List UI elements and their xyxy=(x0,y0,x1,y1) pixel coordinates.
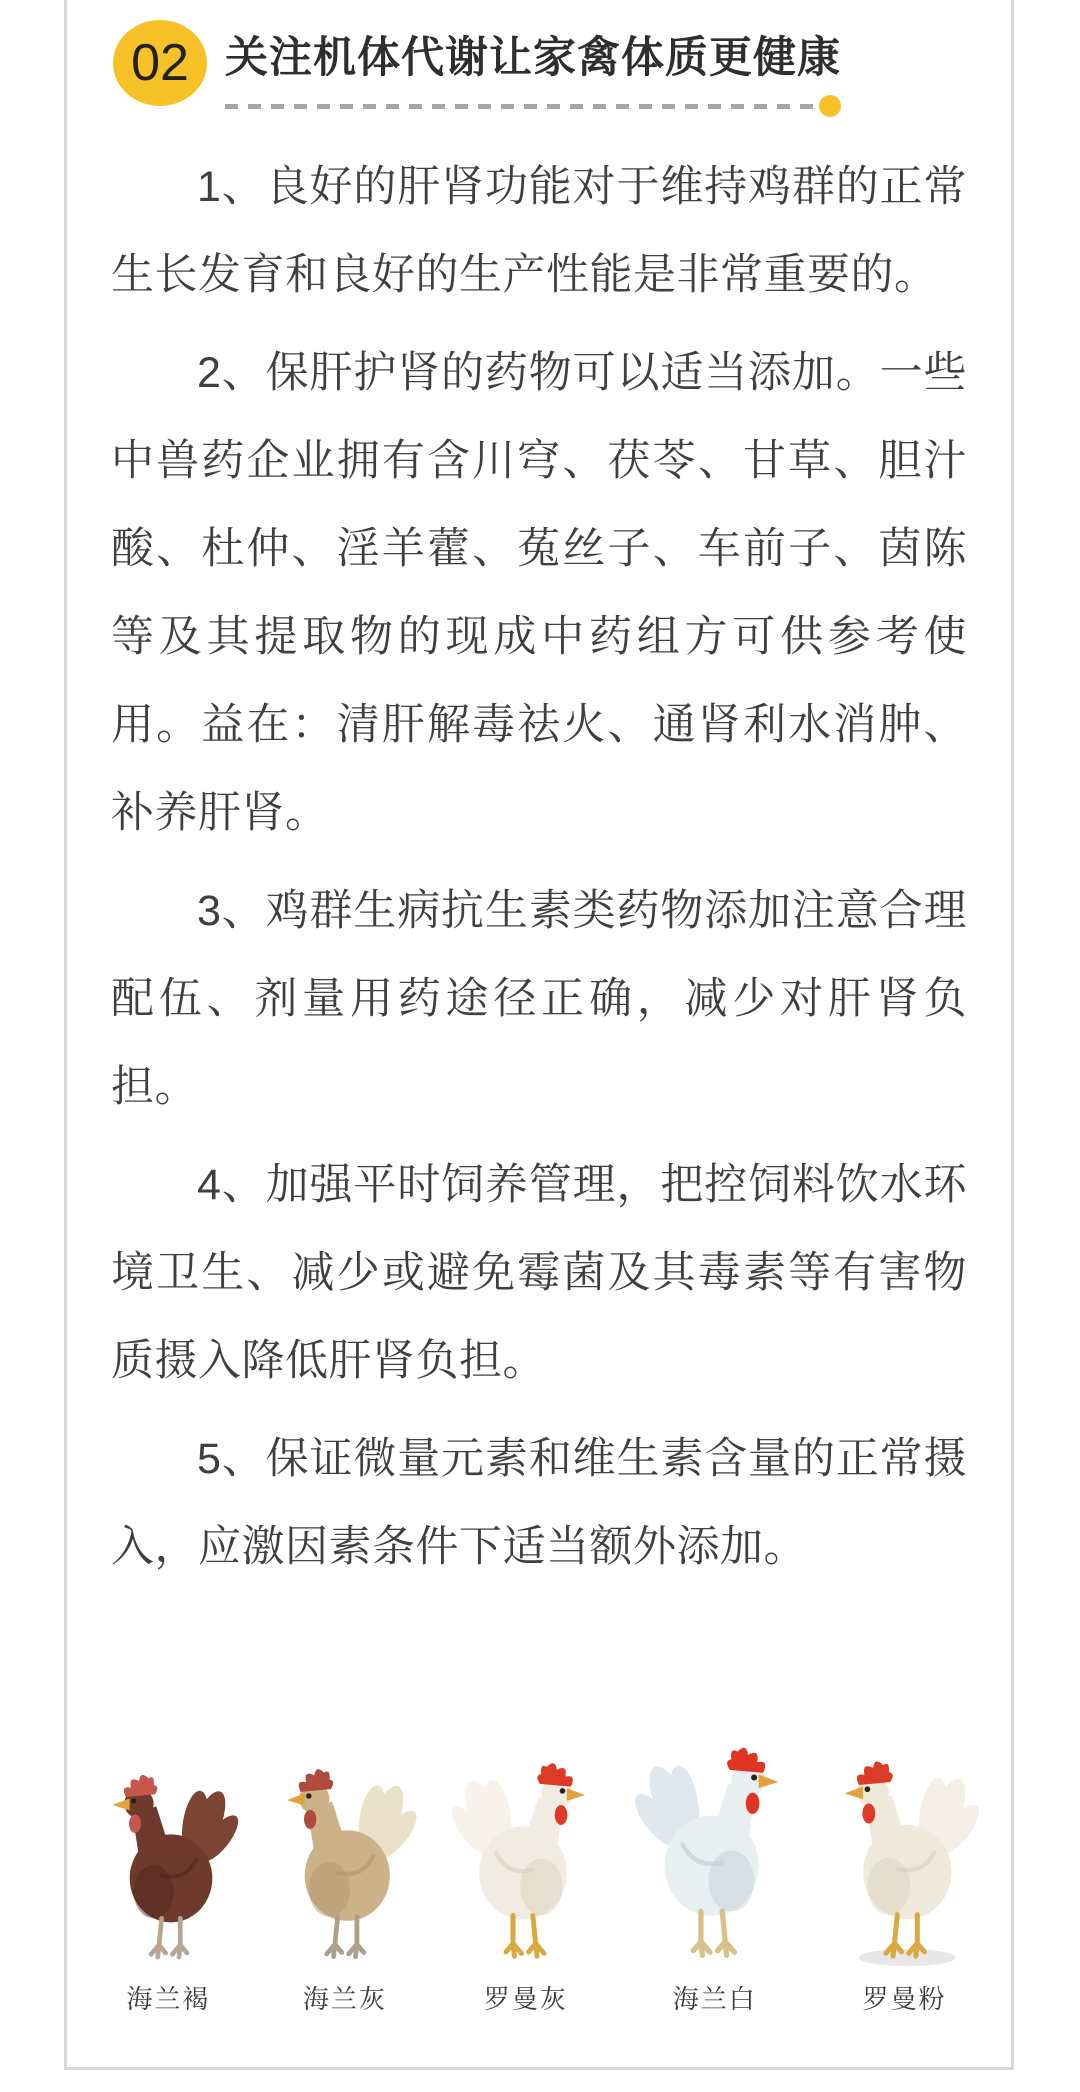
section-header xyxy=(67,0,1011,117)
breed-label: 海兰灰 xyxy=(302,1984,387,2015)
breed-figure-luoman-pink xyxy=(826,1755,983,2016)
breed-label: 罗曼粉 xyxy=(862,1984,947,2015)
paragraph-1: 1、良好的肝肾功能对于维持鸡群的正常生长发育和良好的生产性能是非常重要的。 xyxy=(111,163,967,300)
hen-illustration xyxy=(631,1741,798,1969)
breed-image-strip xyxy=(67,1741,1011,2016)
content-card xyxy=(64,0,1014,2070)
title-underline xyxy=(225,95,841,117)
paragraph-2: 2、保肝护肾的药物可以适当添加。一些中兽药企业拥有含川穹、茯苓、甘草、胆汁酸、杜仲、淫羊藿、菟丝子、车前子、茵陈等及其提取物的现成中药组方可供参考使用。益在：清肝解毒祛火、通肾利水消肿、补养肝肾。 xyxy=(111,349,967,838)
section-title: 关注机体代谢让家禽体质更健康 xyxy=(225,34,841,82)
breed-figure-hailan-grey xyxy=(269,1763,420,2016)
breed-figure-hailan-white xyxy=(631,1741,798,2016)
breed-figure-luoman-grey xyxy=(448,1757,603,2016)
dashed-line xyxy=(225,104,817,109)
article-body xyxy=(67,117,1011,1591)
breed-figure-hailan-brown xyxy=(95,1769,242,2016)
paragraph-5: 5、保证微量元素和维生素含量的正常摄入，应激因素条件下适当额外添加。 xyxy=(111,1435,967,1572)
dashed-line-end-dot-icon xyxy=(819,95,841,117)
hen-illustration xyxy=(95,1769,242,1969)
section-number-badge: 02 xyxy=(113,20,207,106)
hen-illustration xyxy=(826,1755,983,1969)
paragraph-3: 3、鸡群生病抗生素类药物添加注意合理配伍、剂量用药途径正确，减少对肝肾负担。 xyxy=(111,887,967,1112)
hen-illustration xyxy=(269,1763,420,1969)
section-title-wrap xyxy=(225,20,841,117)
hen-illustration xyxy=(448,1757,603,1969)
breed-label: 海兰褐 xyxy=(126,1984,211,2015)
breed-label: 海兰白 xyxy=(672,1984,757,2015)
breed-label: 罗曼灰 xyxy=(483,1984,568,2015)
paragraph-4: 4、加强平时饲养管理，把控饲料饮水环境卫生、减少或避免霉菌及其毒素等有害物质摄入降低肝肾负担。 xyxy=(111,1161,967,1386)
